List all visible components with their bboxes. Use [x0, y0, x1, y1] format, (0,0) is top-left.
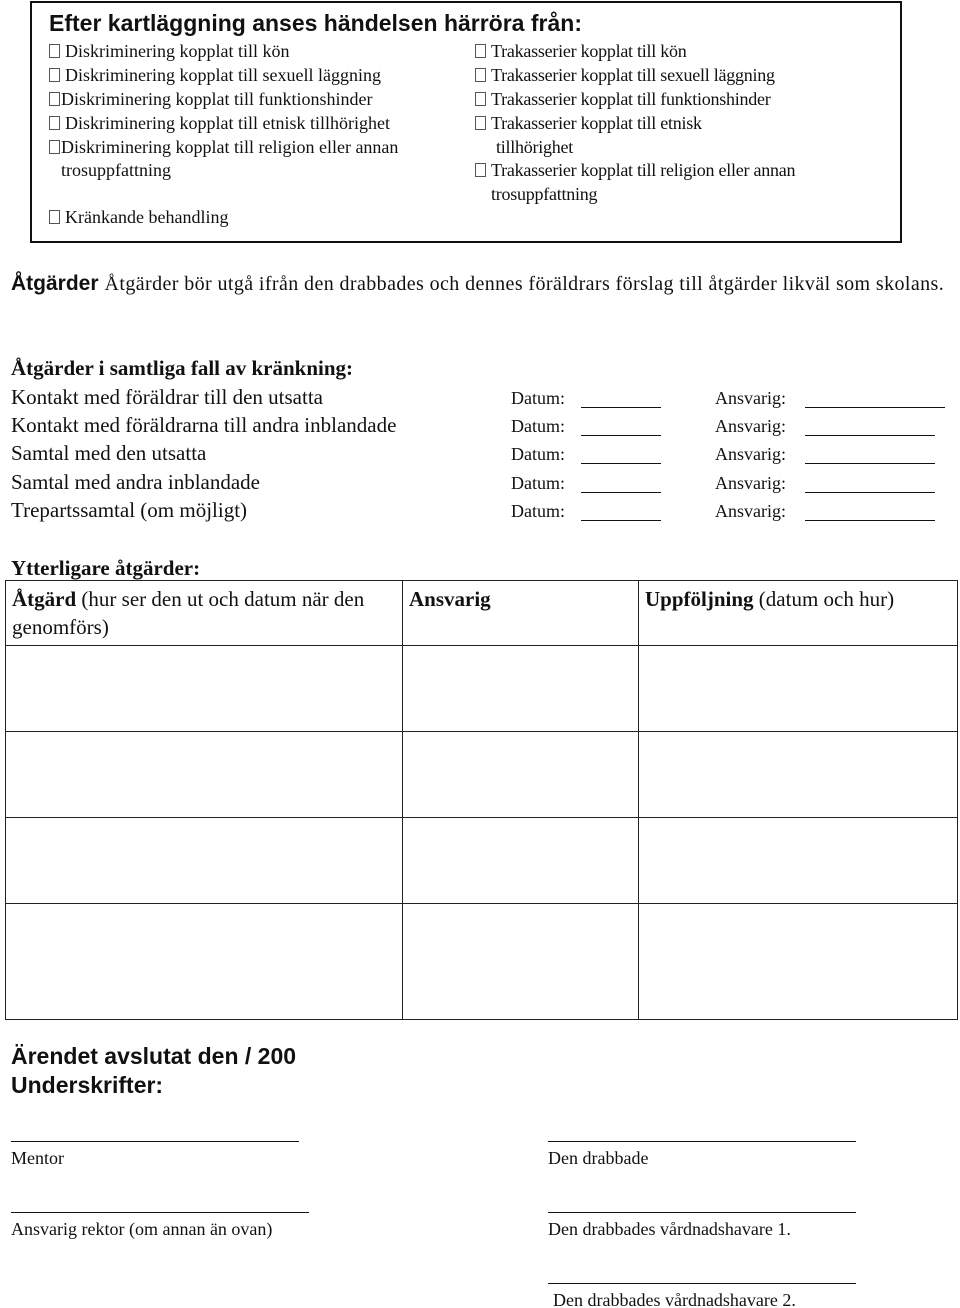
signature-line-principal[interactable]: [11, 1212, 309, 1213]
signature-label-affected: Den drabbade: [548, 1148, 649, 1168]
signature-line-mentor[interactable]: [11, 1141, 299, 1142]
option-discrimination-sexual-orientation[interactable]: Diskriminering kopplat till sexuell läggning: [49, 64, 381, 86]
incident-type-title: Efter kartläggning anses händelsen härröra från:: [49, 10, 582, 36]
all-cases-heading: Åtgärder i samtliga fall av kränkning:: [11, 356, 354, 380]
option-discrimination-religion[interactable]: Diskriminering kopplat till religion eller annan: [49, 136, 398, 158]
header-responsible: Ansvarig: [403, 581, 639, 646]
option-harassment-religion[interactable]: Trakasserier kopplat till religion eller annan: [475, 159, 795, 181]
signature-label-guardian-1: Den drabbades vårdnadshavare 1.: [548, 1219, 791, 1239]
ansvarig-label: Ansvarig:: [715, 444, 786, 464]
cell-followup[interactable]: [639, 818, 958, 904]
cell-action[interactable]: [6, 732, 403, 818]
signature-line-affected[interactable]: [548, 1141, 856, 1142]
further-measures-table: [5, 580, 958, 1020]
cell-action[interactable]: [6, 818, 403, 904]
datum-label: Datum:: [511, 473, 565, 493]
signature-label-mentor: Mentor: [11, 1148, 64, 1168]
action-label: Kontakt med föräldrarna till andra inblandade: [11, 413, 397, 437]
action-label: Samtal med den utsatta: [11, 441, 207, 465]
datum-field[interactable]: [581, 463, 661, 464]
option-harassment-gender[interactable]: Trakasserier kopplat till kön: [475, 40, 687, 62]
datum-label: Datum:: [511, 444, 565, 464]
ansvarig-field[interactable]: [805, 407, 945, 408]
option-offensive-treatment[interactable]: Kränkande behandling: [49, 206, 228, 228]
cell-action[interactable]: [6, 646, 403, 732]
checkbox-icon[interactable]: [475, 92, 486, 106]
action-label: Kontakt med föräldrar till den utsatta: [11, 385, 323, 409]
ansvarig-label: Ansvarig:: [715, 501, 786, 521]
signature-label-principal: Ansvarig rektor (om annan än ovan): [11, 1219, 273, 1239]
cell-followup[interactable]: [639, 646, 958, 732]
table-row: [6, 646, 958, 732]
action-label: Samtal med andra inblandade: [11, 470, 260, 494]
checkbox-icon[interactable]: [475, 163, 486, 177]
signatures-heading: Underskrifter:: [11, 1072, 164, 1098]
option-harassment-ethnicity-cont: tillhörighet: [496, 137, 573, 157]
ansvarig-field[interactable]: [805, 492, 935, 493]
datum-field[interactable]: [581, 435, 661, 436]
cell-responsible[interactable]: [403, 818, 639, 904]
datum-field[interactable]: [581, 520, 661, 521]
signature-line-guardian-1[interactable]: [548, 1212, 856, 1213]
measures-heading: Åtgärder: [11, 272, 99, 295]
checkbox-icon[interactable]: [475, 68, 486, 82]
further-measures-heading: Ytterligare åtgärder:: [11, 556, 201, 580]
header-action: Åtgärd (hur ser den ut och datum när den genomförs): [6, 581, 403, 646]
option-harassment-ethnicity[interactable]: Trakasserier kopplat till etnisk: [475, 112, 702, 134]
checkbox-icon[interactable]: [475, 44, 486, 58]
datum-label: Datum:: [511, 388, 565, 408]
cell-responsible[interactable]: [403, 646, 639, 732]
table-header-row: [6, 581, 958, 646]
table-row: [6, 818, 958, 904]
table-row: [6, 904, 958, 1020]
cell-followup[interactable]: [639, 732, 958, 818]
cell-followup[interactable]: [639, 904, 958, 1020]
checkbox-icon[interactable]: [49, 140, 60, 154]
table-row: [6, 732, 958, 818]
ansvarig-label: Ansvarig:: [715, 473, 786, 493]
checkbox-icon[interactable]: [49, 210, 60, 224]
datum-field[interactable]: [581, 407, 661, 408]
datum-label: Datum:: [511, 416, 565, 436]
cell-responsible[interactable]: [403, 732, 639, 818]
option-discrimination-ethnicity[interactable]: Diskriminering kopplat till etnisk tillhörighet: [49, 112, 390, 134]
option-discrimination-religion-cont: trosuppfattning: [61, 160, 171, 180]
datum-field[interactable]: [581, 492, 661, 493]
option-discrimination-gender[interactable]: Diskriminering kopplat till kön: [49, 40, 289, 62]
ansvarig-label: Ansvarig:: [715, 388, 786, 408]
ansvarig-field[interactable]: [805, 463, 935, 464]
ansvarig-field[interactable]: [805, 520, 935, 521]
option-harassment-sexual-orientation[interactable]: Trakasserier kopplat till sexuell läggning: [475, 64, 775, 86]
checkbox-icon[interactable]: [475, 116, 486, 130]
action-label: Trepartssamtal (om möjligt): [11, 498, 248, 522]
signature-label-guardian-2: Den drabbades vårdnadshavare 2.: [553, 1290, 796, 1308]
ansvarig-label: Ansvarig:: [715, 416, 786, 436]
checkbox-icon[interactable]: [49, 92, 60, 106]
action-row: [11, 470, 951, 498]
cell-responsible[interactable]: [403, 904, 639, 1020]
option-discrimination-disability[interactable]: Diskriminering kopplat till funktionshinder: [49, 88, 372, 110]
measures-text: Åtgärder bör utgå ifrån den drabbades och dennes föräldrars förslag till åtgärder likväl som skolans.: [104, 273, 945, 295]
datum-label: Datum:: [511, 501, 565, 521]
ansvarig-field[interactable]: [805, 435, 935, 436]
checkbox-icon[interactable]: [49, 44, 60, 58]
measures-intro: [11, 269, 951, 299]
action-row: [11, 413, 951, 441]
cell-action[interactable]: [6, 904, 403, 1020]
action-row: [11, 385, 951, 413]
action-row: [11, 498, 951, 526]
option-harassment-religion-cont: trosuppfattning: [491, 184, 598, 204]
case-closed-date: Ärendet avslutat den / 200: [11, 1043, 297, 1069]
action-row: [11, 441, 951, 469]
checkbox-icon[interactable]: [49, 116, 60, 130]
incident-type-box: [30, 1, 902, 243]
checkbox-icon[interactable]: [49, 68, 60, 82]
header-followup: Uppföljning (datum och hur): [639, 581, 958, 646]
signature-line-guardian-2[interactable]: [548, 1283, 856, 1284]
option-harassment-disability[interactable]: Trakasserier kopplat till funktionshinder: [475, 88, 771, 110]
